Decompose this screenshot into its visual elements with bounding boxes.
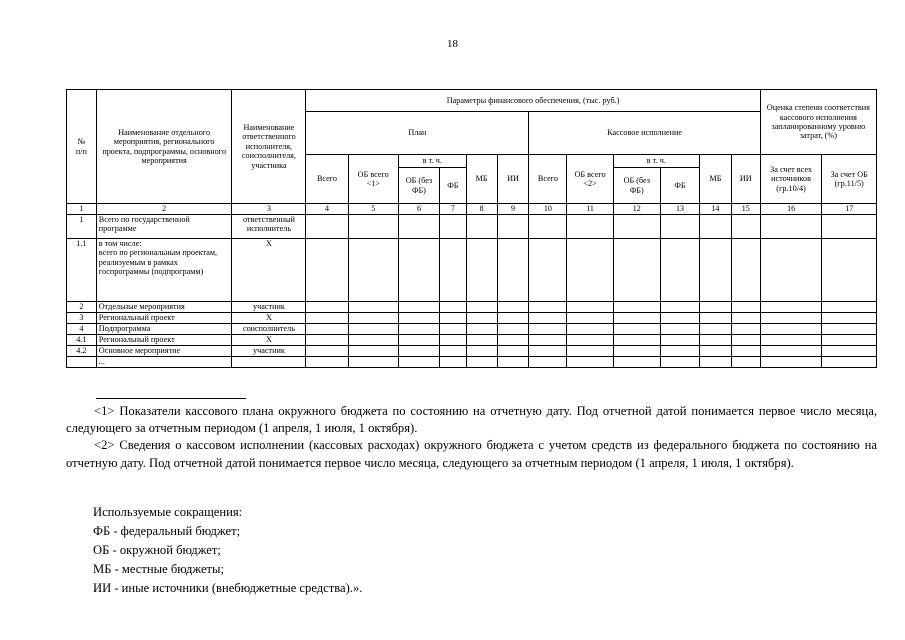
row-number: 4.1 bbox=[67, 335, 97, 346]
row-name: Региональный проект bbox=[96, 313, 232, 324]
table-cell bbox=[440, 335, 467, 346]
table-cell bbox=[348, 357, 398, 368]
table-cell bbox=[348, 302, 398, 313]
column-index-row bbox=[67, 204, 877, 215]
col-header-name: Наименование отдельного мероприятия, регионального проекта, подпрограммы, основного мероприятия bbox=[96, 90, 232, 204]
table-row bbox=[67, 313, 877, 324]
column-index-cell: 13 bbox=[660, 204, 699, 215]
table-cell bbox=[613, 313, 660, 324]
table-cell bbox=[613, 215, 660, 239]
table-cell bbox=[731, 302, 760, 313]
row-number: 3 bbox=[67, 313, 97, 324]
row-executor: участник bbox=[232, 346, 306, 357]
table-cell bbox=[731, 215, 760, 239]
table-cell bbox=[760, 357, 822, 368]
column-index-cell: 6 bbox=[398, 204, 439, 215]
row-name: в том числе: всего по региональным проектам, реализуемым в рамках госпрограммы (подпрограмм) bbox=[96, 239, 232, 302]
table-cell bbox=[306, 313, 348, 324]
table-cell bbox=[466, 215, 497, 239]
table-cell bbox=[529, 313, 567, 324]
abbreviation-item: МБ - местные бюджеты; bbox=[93, 562, 224, 576]
table-cell bbox=[440, 346, 467, 357]
table-cell bbox=[567, 335, 613, 346]
table-cell bbox=[497, 335, 529, 346]
footnote-2: <2> Сведения о кассовом исполнении (кассовых расходах) окружного бюджета с учетом средств из федерального бюджета по состоянию на отчетную дату. Под отчетной датой понимается первое число месяца, следующего за отчетным периодом (1 апреля, 1 июля, 1 октября). bbox=[66, 438, 877, 470]
table-cell bbox=[822, 239, 877, 302]
table-cell bbox=[466, 335, 497, 346]
table-cell bbox=[306, 324, 348, 335]
table-cell bbox=[660, 335, 699, 346]
column-index-cell: 12 bbox=[613, 204, 660, 215]
col-header-cash: Кассовое исполнение bbox=[529, 112, 760, 155]
row-name: Всего по государственной программе bbox=[96, 215, 232, 239]
table-cell bbox=[660, 215, 699, 239]
table-cell bbox=[440, 357, 467, 368]
row-executor: X bbox=[232, 313, 306, 324]
col-header-executor: Наименование ответственного исполнителя, соисполнителя, участника bbox=[232, 90, 306, 204]
col-header-plan-fb: ФБ bbox=[440, 168, 467, 204]
table-cell bbox=[306, 302, 348, 313]
table-cell bbox=[822, 313, 877, 324]
table-cell bbox=[567, 215, 613, 239]
table-cell bbox=[699, 346, 731, 357]
table-cell bbox=[699, 357, 731, 368]
table-cell bbox=[660, 313, 699, 324]
table-cell bbox=[348, 239, 398, 302]
row-number: 2 bbox=[67, 302, 97, 313]
table-cell bbox=[398, 239, 439, 302]
table-row bbox=[67, 239, 877, 302]
table-cell bbox=[613, 335, 660, 346]
table-cell bbox=[699, 313, 731, 324]
col-header-plan-total: Всего bbox=[306, 155, 348, 204]
table-cell bbox=[731, 324, 760, 335]
table-cell bbox=[306, 215, 348, 239]
col-header-cash-ob-no-fb: ОБ (без ФБ) bbox=[613, 168, 660, 204]
col-header-cash-ii: ИИ bbox=[731, 155, 760, 204]
row-number: 4.2 bbox=[67, 346, 97, 357]
table-cell bbox=[731, 335, 760, 346]
table-cell bbox=[660, 346, 699, 357]
row-executor: участник bbox=[232, 302, 306, 313]
col-header-plan-ii: ИИ bbox=[497, 155, 529, 204]
table-cell bbox=[760, 215, 822, 239]
table-cell bbox=[440, 239, 467, 302]
table-cell bbox=[731, 346, 760, 357]
table-cell bbox=[529, 324, 567, 335]
table-cell bbox=[760, 302, 822, 313]
column-index-cell: 7 bbox=[440, 204, 467, 215]
table-cell bbox=[440, 215, 467, 239]
table-cell bbox=[822, 346, 877, 357]
table-cell bbox=[466, 313, 497, 324]
abbreviations-block bbox=[93, 503, 362, 598]
table-cell bbox=[822, 215, 877, 239]
table-row bbox=[67, 215, 877, 239]
column-index-cell: 5 bbox=[348, 204, 398, 215]
table-cell bbox=[348, 346, 398, 357]
col-header-cash-incl: в т. ч. bbox=[613, 155, 699, 168]
abbreviation-item: ИИ - иные источники (внебюджетные средства).». bbox=[93, 581, 363, 595]
col-header-cash-ob-total: ОБ всего <2> bbox=[567, 155, 613, 204]
abbreviation-item: ОБ - окружной бюджет; bbox=[93, 543, 221, 557]
row-number: 1 bbox=[67, 215, 97, 239]
col-header-plan-ob-total: ОБ всего <1> bbox=[348, 155, 398, 204]
table-cell bbox=[440, 302, 467, 313]
table-cell bbox=[567, 346, 613, 357]
table-cell bbox=[822, 324, 877, 335]
col-header-cash-mb: МБ bbox=[699, 155, 731, 204]
row-executor: соисполнитель bbox=[232, 324, 306, 335]
table-cell bbox=[660, 239, 699, 302]
table-cell bbox=[398, 346, 439, 357]
abbreviations-title: Используемые сокращения: bbox=[93, 505, 243, 519]
col-header-plan-ob-no-fb: ОБ (без ФБ) bbox=[398, 168, 439, 204]
table-cell bbox=[398, 335, 439, 346]
table-cell bbox=[497, 357, 529, 368]
table-cell bbox=[699, 239, 731, 302]
row-executor bbox=[232, 357, 306, 368]
footnotes bbox=[66, 398, 877, 472]
table-cell bbox=[497, 302, 529, 313]
table-cell bbox=[529, 346, 567, 357]
table-cell bbox=[466, 346, 497, 357]
column-index-cell: 3 bbox=[232, 204, 306, 215]
table-cell bbox=[760, 239, 822, 302]
table-row bbox=[67, 357, 877, 368]
table-cell bbox=[760, 324, 822, 335]
row-number bbox=[67, 357, 97, 368]
column-index-cell: 8 bbox=[466, 204, 497, 215]
col-header-cash-fb: ФБ bbox=[660, 168, 699, 204]
table-cell bbox=[822, 357, 877, 368]
table-cell bbox=[731, 313, 760, 324]
footnote-separator bbox=[96, 398, 246, 399]
table-cell bbox=[699, 324, 731, 335]
table-cell bbox=[348, 335, 398, 346]
table-cell bbox=[567, 324, 613, 335]
table-cell bbox=[306, 239, 348, 302]
table-cell bbox=[398, 313, 439, 324]
row-executor: X bbox=[232, 335, 306, 346]
row-name: Региональный проект bbox=[96, 335, 232, 346]
table-cell bbox=[398, 302, 439, 313]
table-cell bbox=[497, 346, 529, 357]
table-cell bbox=[466, 357, 497, 368]
page-number: 18 bbox=[447, 38, 458, 50]
column-index-cell: 15 bbox=[731, 204, 760, 215]
table-cell bbox=[529, 335, 567, 346]
table-cell bbox=[398, 324, 439, 335]
table-row bbox=[67, 335, 877, 346]
table-cell bbox=[699, 302, 731, 313]
table-cell bbox=[660, 324, 699, 335]
table-cell bbox=[699, 215, 731, 239]
row-name: ... bbox=[96, 357, 232, 368]
column-index-cell: 1 bbox=[67, 204, 97, 215]
table-cell bbox=[699, 335, 731, 346]
table-cell bbox=[613, 324, 660, 335]
column-index-cell: 14 bbox=[699, 204, 731, 215]
table-cell bbox=[306, 357, 348, 368]
table-cell bbox=[613, 346, 660, 357]
column-index-cell: 17 bbox=[822, 204, 877, 215]
col-header-cash-total: Всего bbox=[529, 155, 567, 204]
table-cell bbox=[497, 239, 529, 302]
table-cell bbox=[567, 357, 613, 368]
table-cell bbox=[348, 313, 398, 324]
table-cell bbox=[466, 239, 497, 302]
table-cell bbox=[760, 313, 822, 324]
table-cell bbox=[567, 239, 613, 302]
col-header-no: № п/п bbox=[67, 90, 97, 204]
table-cell bbox=[348, 324, 398, 335]
column-index-cell: 11 bbox=[567, 204, 613, 215]
column-index-cell: 9 bbox=[497, 204, 529, 215]
column-index-cell: 10 bbox=[529, 204, 567, 215]
financing-table bbox=[66, 89, 877, 368]
table-cell bbox=[731, 239, 760, 302]
table-row bbox=[67, 346, 877, 357]
column-index-cell: 2 bbox=[96, 204, 232, 215]
col-header-plan-incl: в т. ч. bbox=[398, 155, 466, 168]
row-executor: X bbox=[232, 239, 306, 302]
table-body bbox=[67, 215, 877, 368]
table-cell bbox=[529, 215, 567, 239]
row-executor: ответственный исполнитель bbox=[232, 215, 306, 239]
table-row bbox=[67, 324, 877, 335]
table-cell bbox=[567, 302, 613, 313]
row-name: Подпрограмма bbox=[96, 324, 232, 335]
table-cell bbox=[440, 313, 467, 324]
row-number: 4 bbox=[67, 324, 97, 335]
col-header-assessment: Оценка степени соответствия кассового исполнения запланированному уровню затрат, (%) bbox=[760, 90, 876, 155]
column-index-cell: 16 bbox=[760, 204, 822, 215]
table-row bbox=[67, 302, 877, 313]
table-cell bbox=[822, 335, 877, 346]
abbreviation-item: ФБ - федеральный бюджет; bbox=[93, 524, 241, 538]
table-cell bbox=[497, 324, 529, 335]
table-cell bbox=[398, 215, 439, 239]
table-cell bbox=[660, 357, 699, 368]
table-cell bbox=[306, 346, 348, 357]
table-cell bbox=[731, 357, 760, 368]
col-header-plan: План bbox=[306, 112, 529, 155]
col-header-all-sources: За счет всех источников (гр.10/4) bbox=[760, 155, 822, 204]
col-header-ob-source: За счет ОБ (гр.11/5) bbox=[822, 155, 877, 204]
table-cell bbox=[466, 324, 497, 335]
table-cell bbox=[822, 302, 877, 313]
row-name: Отдельные мероприятия bbox=[96, 302, 232, 313]
table-cell bbox=[466, 302, 497, 313]
table-cell bbox=[440, 324, 467, 335]
footnote-1: <1> Показатели кассового плана окружного бюджета по состоянию на отчетную дату. Под отчетной датой понимается первое число месяца, следующего за отчетным периодом (1 апреля, 1 июля, 1 октября). bbox=[66, 404, 877, 436]
col-header-plan-mb: МБ bbox=[466, 155, 497, 204]
row-name: Основное мероприятие bbox=[96, 346, 232, 357]
table-cell bbox=[613, 357, 660, 368]
table-cell bbox=[529, 302, 567, 313]
table-cell bbox=[497, 215, 529, 239]
table-cell bbox=[613, 239, 660, 302]
table-cell bbox=[760, 346, 822, 357]
col-header-fin-params: Параметры финансового обеспечения, (тыс. руб.) bbox=[306, 90, 760, 112]
table-cell bbox=[497, 313, 529, 324]
table-cell bbox=[398, 357, 439, 368]
table-cell bbox=[567, 313, 613, 324]
table-cell bbox=[529, 357, 567, 368]
table-cell bbox=[660, 302, 699, 313]
table-cell bbox=[348, 215, 398, 239]
row-number: 1.1 bbox=[67, 239, 97, 302]
table-cell bbox=[613, 302, 660, 313]
column-index-cell: 4 bbox=[306, 204, 348, 215]
table-cell bbox=[306, 335, 348, 346]
table-cell bbox=[760, 335, 822, 346]
table-cell bbox=[529, 239, 567, 302]
